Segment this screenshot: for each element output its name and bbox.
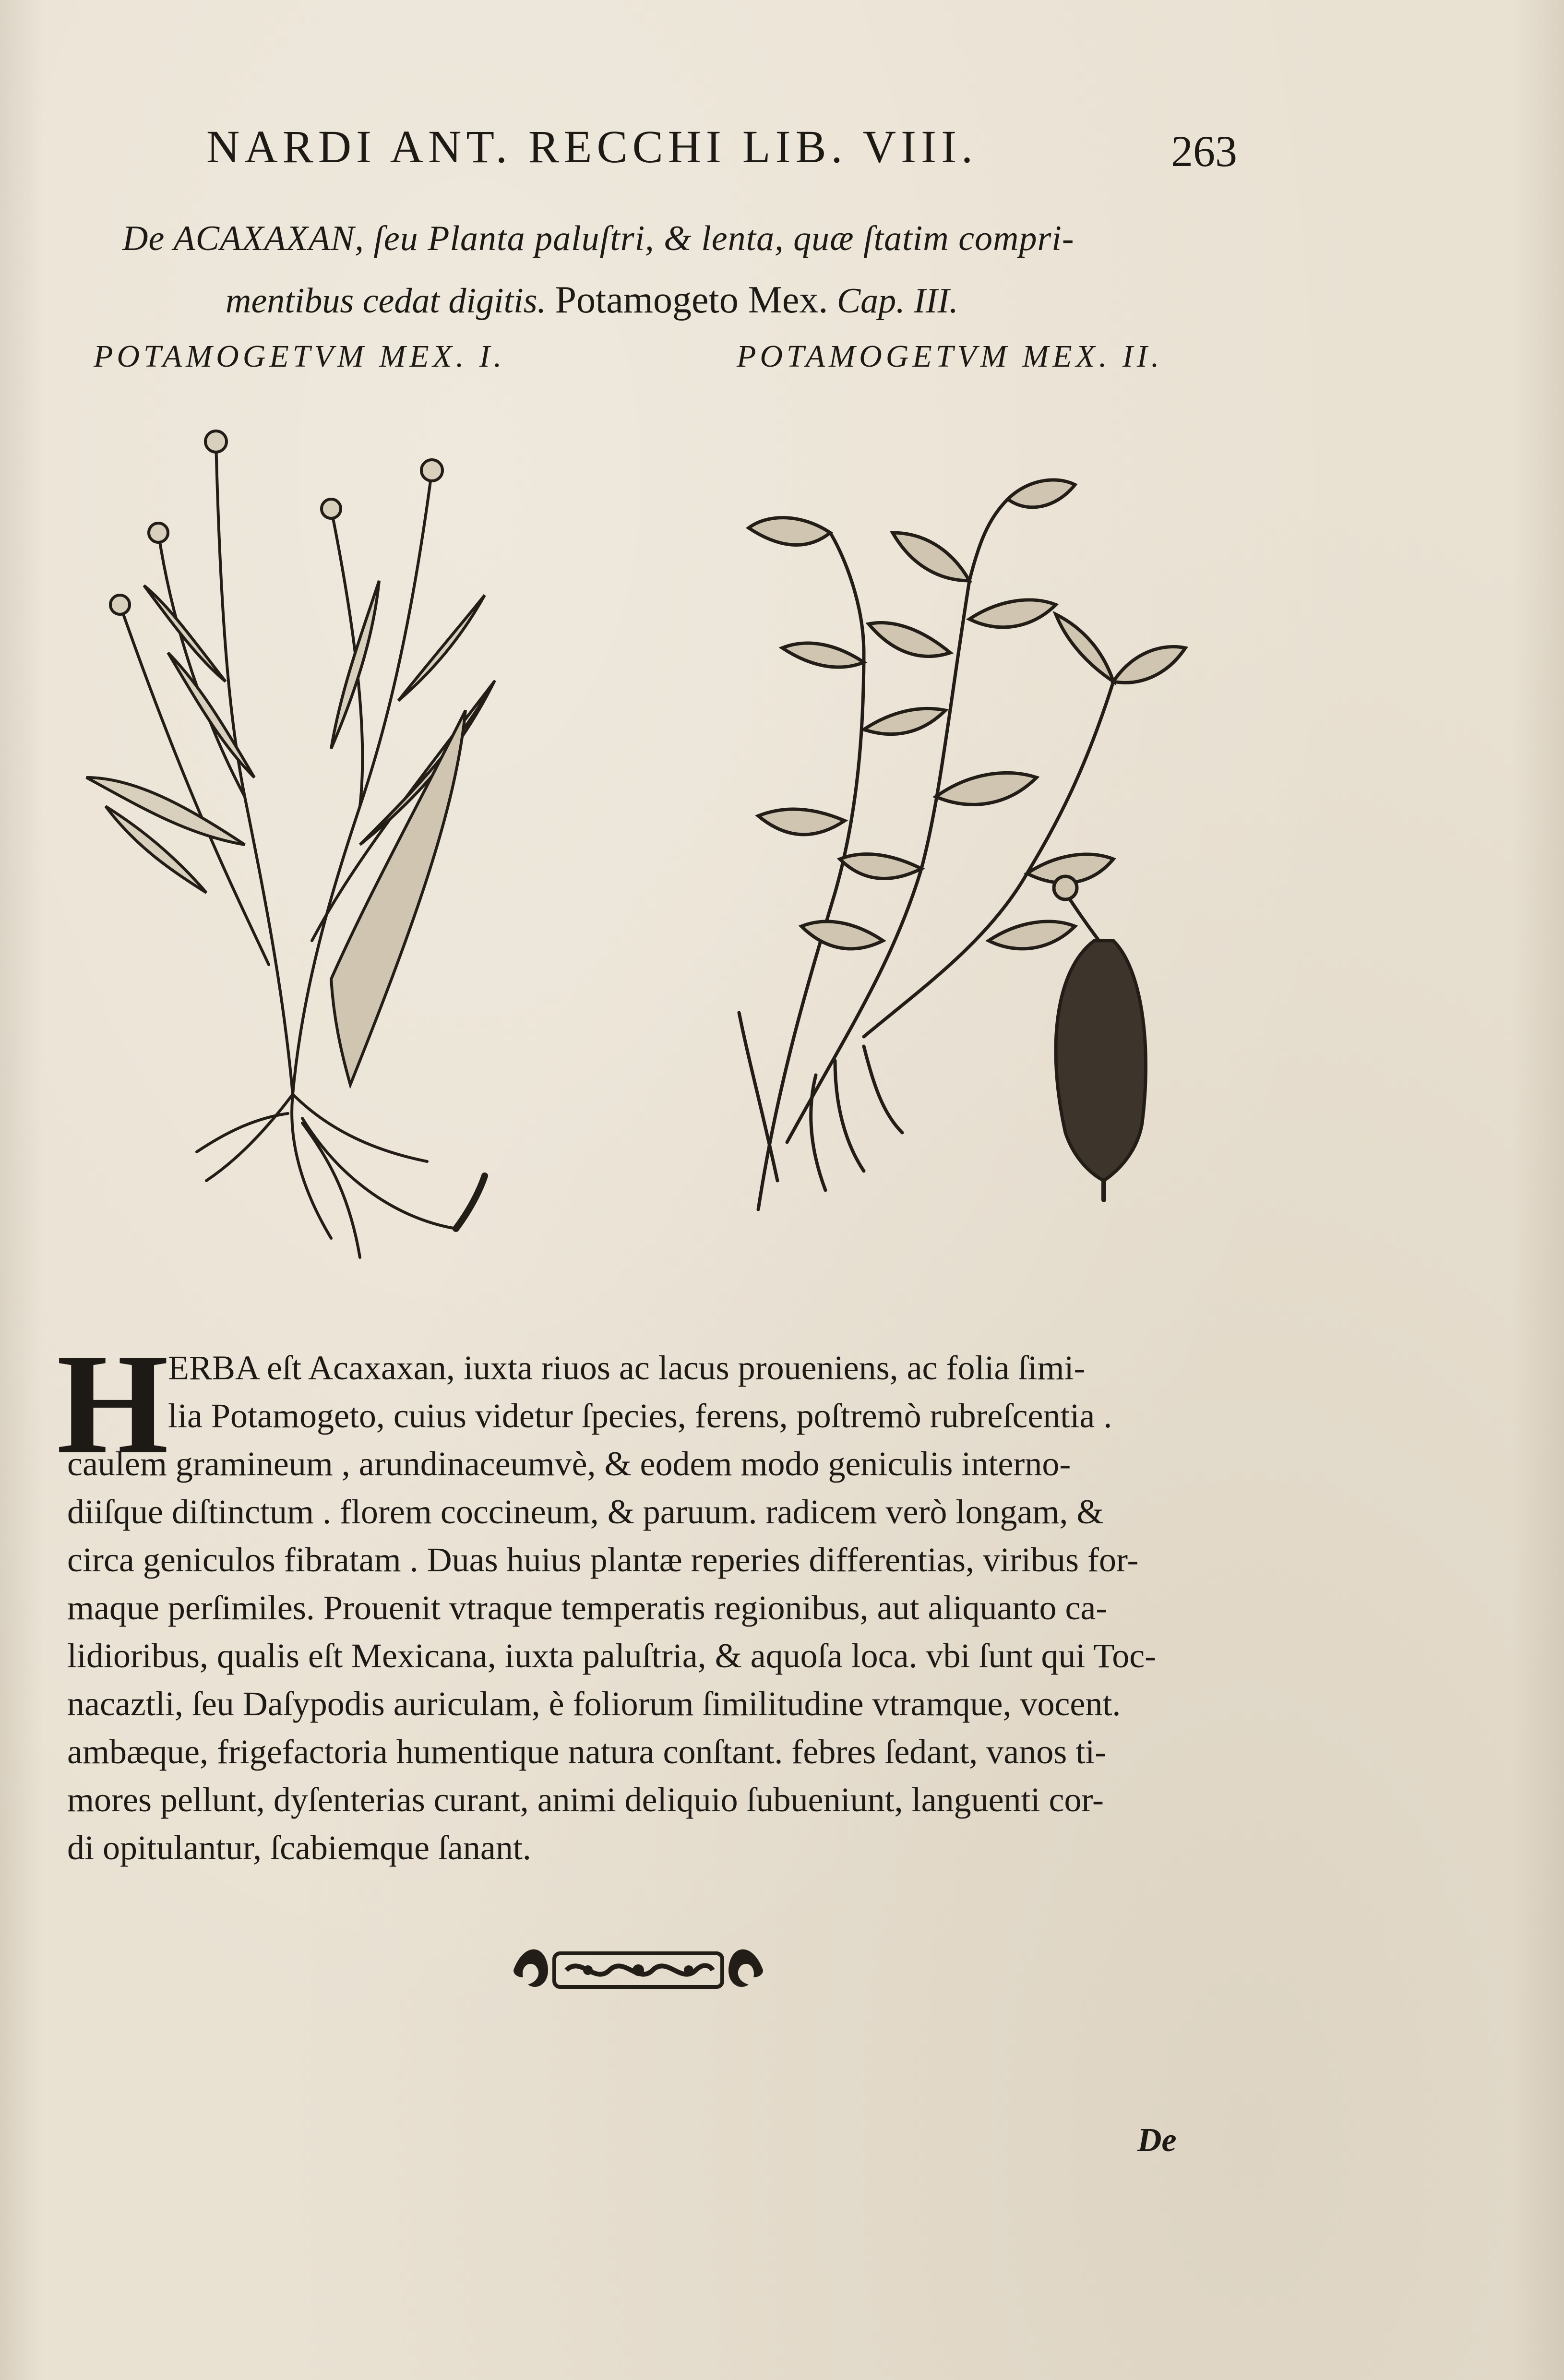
chapter-number: Cap. III. [836, 281, 958, 321]
chapter-heading-line-1: De ACAXAXAN, ſeu Planta paluſtri, & lenta, quæ ſtatim compri- [122, 219, 1075, 258]
body-line: circa geniculos fibratam . Duas huius plantæ reperies differentias, viribus for- [67, 1541, 1139, 1579]
body-line: ERBA eſt Acaxaxan, iuxta riuos ac lacus proueniens, ac folia ſimi- [168, 1349, 1086, 1387]
potamogetum-plant-with-fruit-woodcut [720, 461, 1238, 1229]
catchword: De [1137, 2122, 1177, 2159]
running-head-title: NARDI ANT. RECCHI LIB. VIII. [206, 121, 978, 172]
body-line: nacaztli, ſeu Daſypodis auriculam, è foliorum ſimilitudine vtramque, vocent. [67, 1685, 1121, 1723]
body-line: di opitulantur, ſcabiemque ſanant. [67, 1829, 531, 1867]
body-line: mores pellunt, dyſenterias curant, animi deliquio ſubueniunt, languenti cor- [67, 1781, 1104, 1819]
page-number: 263 [1171, 127, 1237, 176]
body-line: maque perſimiles. Prouenit vtraque temperatis regionibus, aut aliquanto ca- [67, 1589, 1108, 1627]
body-line: lia Potamogeto, cuius videtur ſpecies, ferens, poſtremò rubreſcentia . [168, 1397, 1112, 1435]
potamogetum-plant-woodcut [62, 413, 542, 1277]
body-line: lidioribus, qualis eſt Mexicana, iuxta paluſtria, & aquoſa loca. vbi ſunt qui Toc- [67, 1637, 1157, 1675]
printers-ornament-band [509, 1939, 768, 2001]
figure-caption-2: POTAMOGETVM MEX. II. [737, 339, 1163, 374]
drop-cap: H [57, 1324, 169, 1483]
chapter-heading-italic: mentibus cedat digitis. [226, 281, 546, 321]
body-line: diiſque diſtinctum . florem coccineum, & paruum. radicem verò longam, & [67, 1493, 1104, 1531]
body-line: ambæque, frigefactoria humentique natura conſtant. febres ſedant, vanos ti- [67, 1733, 1107, 1771]
figure-caption-1: POTAMOGETVM MEX. I. [94, 339, 506, 374]
body-line: caulem gramineum , arundinaceumvè, & eodem modo geniculis interno- [67, 1445, 1071, 1483]
chapter-heading-roman: Potamogeto Mex. [555, 279, 828, 321]
chapter-heading-line-2 [226, 278, 958, 322]
